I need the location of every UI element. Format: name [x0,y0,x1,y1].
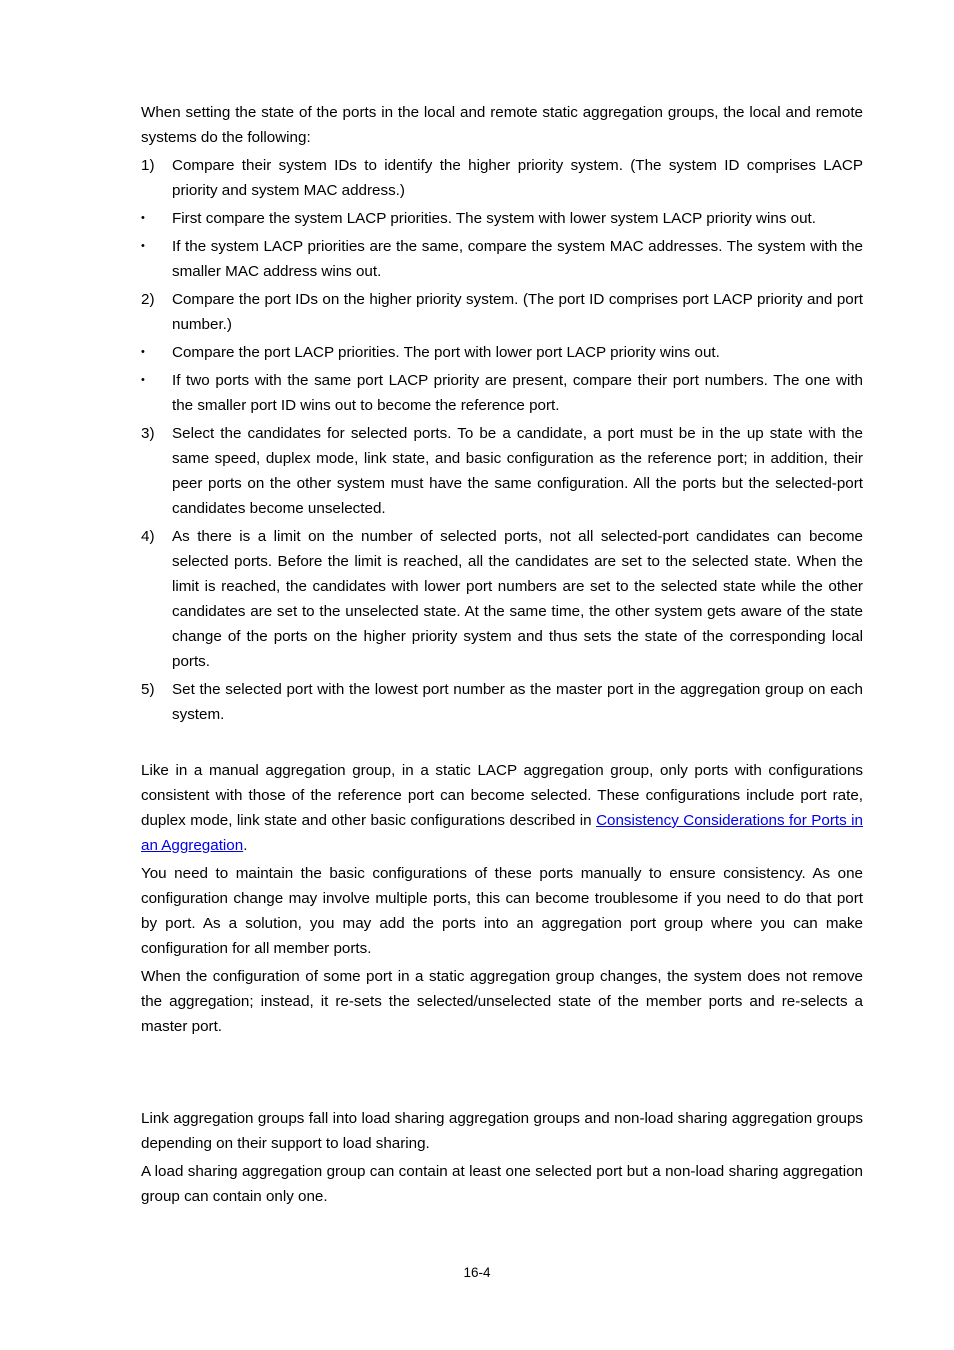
step-item [141,153,863,203]
step-number: 2) [141,291,155,308]
consistency-paragraph [141,758,863,858]
bullet-text: If two ports with the same port LACP priority are present, compare their port numbers. The one with the smaller port ID wins out to become the reference port. [172,372,863,414]
step-number: 1) [141,157,155,174]
step-number: 4) [141,528,155,545]
maintenance-paragraph: You need to maintain the basic configurations of these ports manually to ensure consistency. As one configuration change may involve multiple ports, this can become troublesome if you need to do that port by port. As a solution, you may add the ports into an aggregation port group where you can make configuration for all member ports. [141,865,863,957]
load-sharing-paragraph: Link aggregation groups fall into load sharing aggregation groups and non-load sharing aggregation groups depending on their support to load sharing. [141,1110,863,1152]
page-number: 16-4 [463,1265,491,1280]
intro-paragraph: When setting the state of the ports in the local and remote static aggregation groups, the local and remote systems do the following: [141,104,863,146]
step-number: 5) [141,681,155,698]
step-text: Select the candidates for selected ports. To be a candidate, a port must be in the up state with the same speed, duplex mode, link state, and basic configuration as the reference port; in addition, their peer ports on the other system must have the same configuration. All the ports but the selected-port candidates become unselected. [172,425,863,517]
bullet-icon: • [141,240,145,252]
consistency-text: Like in a manual aggregation group, in a static LACP aggregation group, only ports with configurations consistent with those of the reference port can become selected. These configurations include port rate, duplex mode, link state and other basic configurations described in [141,762,863,829]
consistency-considerations-link[interactable]: Consistency Considerations for Ports in an Aggregation [141,812,863,854]
consistency-text-end: . [243,837,248,854]
step-text: Compare their system IDs to identify the higher priority system. (The system ID comprises LACP priority and system MAC address.) [172,157,863,199]
step-item [141,677,863,727]
step-text: As there is a limit on the number of selected ports, not all selected-port candidates can become selected ports. Before the limit is reached, all the candidates are set to the selected state. When the limit is reached, the candidates with lower port numbers are set to the selected state while the other candidates are set to the unselected state. At the same time, the other system gets aware of the state change of the ports on the higher priority system and thus sets the state of the corresponding local ports. [172,528,863,670]
bullet-item [141,234,863,284]
step-item [141,421,863,521]
bullet-item [141,368,863,418]
load-sharing-detail-paragraph: A load sharing aggregation group can contain at least one selected port but a non-load sharing aggregation group can contain only one. [141,1163,863,1205]
step-number: 3) [141,425,155,442]
step-item [141,524,863,674]
bullet-item [141,340,863,365]
config-change-paragraph: When the configuration of some port in a static aggregation group changes, the system does not remove the aggregation; instead, it re-sets the selected/unselected state of the member ports and re-selects a master port. [141,968,863,1035]
bullet-icon: • [141,374,145,386]
bullet-item [141,206,863,231]
document-body [141,100,863,1209]
bullet-text: First compare the system LACP priorities. The system with lower system LACP priority wins out. [172,210,816,227]
step-text: Compare the port IDs on the higher priority system. (The port ID comprises port LACP priority and port number.) [172,291,863,333]
step-item [141,287,863,337]
bullet-text: Compare the port LACP priorities. The port with lower port LACP priority wins out. [172,344,720,361]
bullet-icon: • [141,212,145,224]
step-text: Set the selected port with the lowest port number as the master port in the aggregation group on each system. [172,681,863,723]
bullet-text: If the system LACP priorities are the same, compare the system MAC addresses. The system with the smaller MAC address wins out. [172,238,863,280]
bullet-icon: • [141,346,145,358]
